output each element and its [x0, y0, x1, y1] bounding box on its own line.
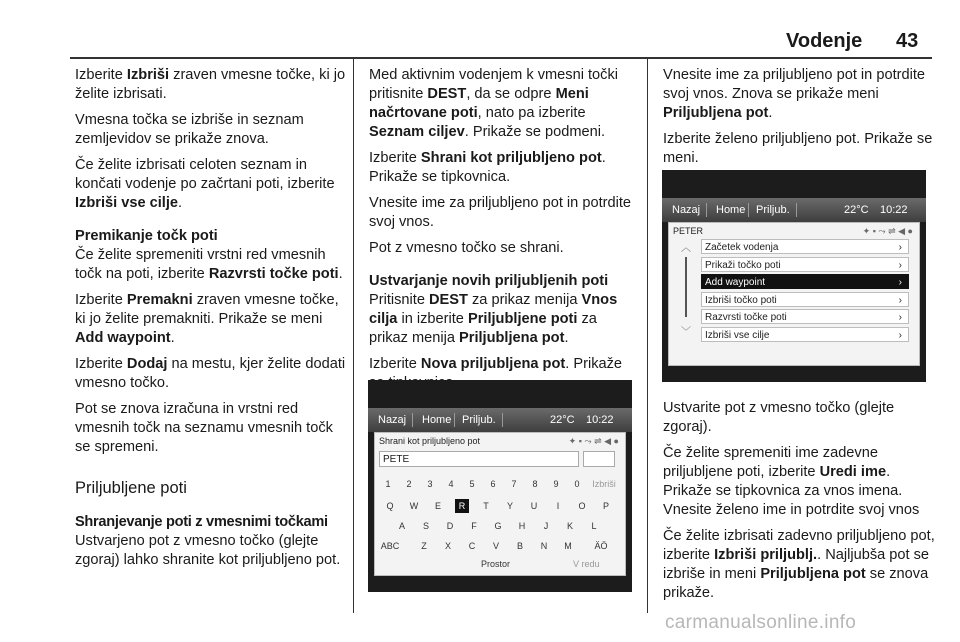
keyboard-key: 1: [385, 479, 391, 489]
keyboard-screenshot: [368, 380, 632, 592]
abc-key: ABC: [380, 541, 400, 551]
header-rule: [70, 57, 932, 59]
keyboard-key: T: [483, 501, 489, 511]
paragraph: Vnesite ime za priljubljeno pot in potrdite svoj vnos.: [369, 195, 632, 230]
keyboard-key: 3: [427, 479, 433, 489]
chevron-right-icon: ›: [898, 277, 902, 288]
back-tab: Nazaj: [378, 414, 407, 426]
paragraph: Izberite želeno priljubljeno pot. Prikaže se meni.: [663, 131, 933, 166]
scrollbar: [685, 257, 687, 317]
keyboard-key: 2: [406, 479, 412, 489]
column-divider-1: [353, 58, 354, 613]
paragraph: Vmesna točka se izbriše in seznam zemljevidov se prikaže znova.: [75, 112, 304, 147]
subheading-save: Shranjevanje poti z vmesnimi točkami: [75, 514, 328, 530]
home-tab: Home: [422, 414, 452, 426]
subheading-new: Ustvarjanje novih priljubljenih poti: [369, 273, 609, 289]
chevron-right-icon: ›: [898, 312, 902, 323]
paragraph: Če želite izbrisati zadevno priljubljeno pot, izberite Izbriši priljublj.. Najljubša pot se izbriše in meni Priljubljena pot se znova prikaže.: [663, 528, 935, 601]
menu-item-label: Začetek vodenja: [705, 242, 779, 253]
keyboard-key: O: [578, 501, 586, 511]
menu-item-label: Izbriši točko poti: [705, 294, 777, 306]
keyboard-key: E: [434, 501, 441, 511]
column-3: [663, 66, 935, 175]
space-key: Prostor: [481, 559, 511, 569]
keyboard-key: C: [468, 541, 476, 551]
keyboard-key: 0: [574, 479, 580, 489]
paragraph: Izberite Nova priljubljena pot. Prikaže: [369, 356, 623, 372]
section-heading: Priljubljene poti: [75, 479, 187, 497]
home-tab: Home: [716, 204, 746, 216]
screen-top-bar: [368, 408, 632, 432]
keyboard-key: S: [422, 521, 429, 531]
paragraph: Izberite Premakni zraven vmesne točke, ki jo želite premakniti. Prikaže se meni Add waypoint.: [75, 292, 339, 346]
status-icons: ✦ ▪ ⤳ ⇌ ◀ ●: [862, 226, 913, 236]
menu-item: [701, 292, 909, 307]
paragraph: Če želite spremeniti ime zadevne priljubljene poti, izberite Uredi ime. Prikaže se tipkovnica za vnos imena. Vnesite želeno ime in potrdite svoj vnos: [663, 445, 920, 518]
column-3-lower: [663, 399, 935, 610]
keyboard-key: V: [492, 541, 499, 551]
menu-item-label: Izbriši vse cilje: [705, 329, 770, 341]
watermark: carmanualsonline.info: [665, 612, 857, 633]
menu-item-label: Razvrsti točke poti: [705, 312, 787, 323]
keyboard-key: G: [494, 521, 502, 531]
page-header-title: Vodenje: [786, 30, 863, 52]
clock: 10:22: [880, 204, 908, 216]
paragraph: Pot se znova izračuna in vrstni red vmesnih točk na seznamu vmesnih točk se spremeni.: [75, 401, 333, 455]
screen-top-bar: [662, 198, 926, 222]
keyboard-key: 6: [490, 479, 496, 489]
favourites-tab: Priljub.: [756, 204, 790, 216]
chevron-right-icon: ›: [898, 294, 902, 306]
keyboard-key: L: [591, 521, 597, 531]
keyboard-key: H: [518, 521, 526, 531]
menu-item: [701, 239, 909, 254]
menu-screen: [668, 222, 920, 366]
menu-screenshot: [662, 170, 926, 382]
paragraph: Če želite izbrisati celoten seznam in končati vodenje po začrtani poti, izberite Izbriši vse cilje.: [75, 157, 335, 211]
menu-item: [701, 327, 909, 342]
favourites-tab: Priljub.: [462, 414, 496, 426]
temperature: 22°C: [550, 414, 575, 426]
scroll-down-icon: ﹀: [681, 327, 691, 338]
column-divider-2: [647, 58, 648, 613]
chevron-right-icon: ›: [898, 242, 902, 253]
scroll-up-icon: ︿: [681, 243, 691, 254]
route-name: PETER: [673, 226, 704, 236]
umlaut-key: ÄÖ: [594, 541, 608, 551]
keyboard-key: Q: [386, 501, 394, 511]
menu-item: [701, 309, 909, 324]
keyboard-key: U: [530, 501, 538, 511]
keyboard-key: R: [455, 499, 469, 513]
paragraph: Vnesite ime za priljubljeno pot in potrdite svoj vnos. Znova se prikaže meni Priljubljena pot.: [663, 67, 926, 121]
delete-key: Izbriši: [592, 479, 616, 489]
paragraph: Pritisnite DEST za prikaz menija Vnos cilja in izberite Priljubljene poti za prikaz menija Priljubljena pot.: [369, 292, 618, 346]
paragraph: Med aktivnim vodenjem k vmesni točki pritisnite DEST, da se odpre Meni načrtovane poti, nato pa izberite Seznam ciljev. Prikaže se podmeni.: [369, 67, 618, 140]
temperature: 22°C: [844, 204, 869, 216]
keyboard-key: D: [446, 521, 454, 531]
paragraph: Ustvarite pot z vmesno točko (glejte zgoraj).: [663, 400, 895, 435]
keyboard-key: X: [444, 541, 451, 551]
chevron-right-icon: ›: [898, 259, 902, 271]
keyboard-key: Z: [421, 541, 427, 551]
column-2: [369, 66, 639, 400]
menu-item: [701, 257, 909, 272]
page-number: 43: [896, 30, 919, 52]
subheading-move: Premikanje točk poti: [75, 228, 218, 244]
keyboard-key: 4: [448, 479, 454, 489]
keyboard-key: B: [516, 541, 523, 551]
column-1: [75, 66, 347, 577]
clock: 10:22: [586, 414, 614, 426]
status-icons: ✦ ▪ ⤳ ⇌ ◀ ●: [568, 436, 619, 446]
paragraph: Izberite Shrani kot priljubljeno pot. Prikaže se tipkovnica.: [369, 150, 606, 185]
keyboard-key: J: [543, 521, 549, 531]
keyboard-key: 5: [469, 479, 475, 489]
keyboard-key: K: [566, 521, 573, 531]
keyboard-screen: [374, 432, 626, 576]
paragraph: Če želite spremeniti vrstni red vmesnih točk na poti, izberite Razvrsti točke poti.: [75, 247, 343, 282]
keyboard-key: 7: [511, 479, 517, 489]
paragraph: Pot z vmesno točko se shrani.: [369, 240, 564, 256]
chevron-right-icon: ›: [898, 329, 902, 341]
name-input: PETE: [379, 451, 579, 467]
menu-item-label: Add waypoint: [705, 277, 766, 288]
menu-item-label: Prikaži točko poti: [705, 259, 781, 271]
paragraph: Izberite Izbriši zraven vmesne točke, ki jo želite izbrisati.: [75, 67, 346, 102]
keyboard-key: A: [398, 521, 405, 531]
keyboard-key: I: [556, 501, 560, 511]
input-side-box: [583, 451, 615, 467]
keyboard-key: 8: [532, 479, 538, 489]
keyboard-key: F: [471, 521, 477, 531]
keyboard-key: N: [540, 541, 548, 551]
keyboard-key: W: [409, 501, 419, 511]
paragraph: Izberite Dodaj na mestu, kjer želite dodati vmesno točko.: [75, 356, 346, 391]
menu-item: [701, 274, 909, 289]
back-tab: Nazaj: [672, 204, 701, 216]
ok-key: V redu: [573, 559, 600, 569]
screen-label: Shrani kot priljubljeno pot: [379, 436, 481, 446]
paragraph: Ustvarjeno pot z vmesno točko (glejte zgoraj) lahko shranite kot priljubljeno pot.: [75, 533, 341, 568]
keyboard-key: 9: [553, 479, 559, 489]
keyboard-key: M: [564, 541, 572, 551]
keyboard-key: Y: [506, 501, 513, 511]
keyboard-key: P: [602, 501, 609, 511]
